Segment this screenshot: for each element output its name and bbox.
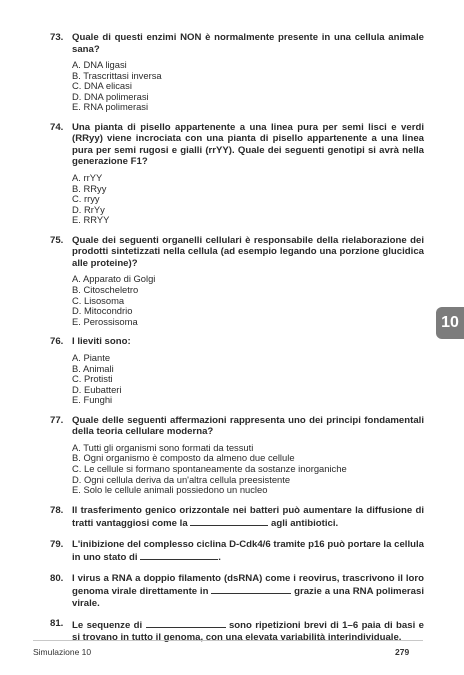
question-77 bbox=[0, 415, 424, 496]
option-text: Trascrittasi inversa bbox=[83, 69, 162, 81]
question-76 bbox=[0, 336, 424, 405]
options-list bbox=[72, 60, 424, 113]
option-text: Tutti gli organismi sono formati da tessuti bbox=[83, 441, 254, 453]
question-text: Una pianta di pisello appartenente a una linea pura per semi lisci e verdi (RRyy) viene incrociata con una pianta di pisello appartenente a una linea pura per semi rugosi e gialli (rrYY). Quale dei seguenti genotipi si avrà nella generazione F1? bbox=[72, 121, 424, 168]
chapter-tab: 10 bbox=[436, 307, 464, 339]
option-letter: C. bbox=[72, 463, 82, 475]
option-letter: C. bbox=[72, 80, 82, 92]
text-after-blank: grazie a una RNA polimerasi virale. bbox=[72, 586, 424, 609]
answer-blank bbox=[146, 618, 226, 628]
option-text: RNA polimerasi bbox=[83, 101, 149, 113]
option-letter: C. bbox=[72, 373, 82, 385]
option-c bbox=[72, 374, 424, 385]
option-text: Ogni cellula deriva da un'altra cellula preesistente bbox=[83, 473, 291, 485]
footer-section-title: Simulazione 10 bbox=[33, 647, 92, 657]
option-letter: B. bbox=[72, 69, 81, 81]
option-letter: D. bbox=[72, 90, 82, 102]
question-number: 81. bbox=[50, 618, 64, 630]
option-letter: A. bbox=[72, 171, 81, 183]
option-text: Protisti bbox=[83, 373, 113, 385]
option-text: Citoscheletro bbox=[83, 284, 139, 296]
option-letter: A. bbox=[72, 351, 81, 363]
question-number: 73. bbox=[50, 32, 64, 43]
text-after-blank: sono ripetizioni brevi di 1–6 paia di basi e si trovano in tutto il genoma, con una elevata variabilità interindividuale. bbox=[72, 620, 424, 643]
footer-divider bbox=[33, 640, 423, 641]
option-letter: C. bbox=[72, 193, 82, 205]
option-text: Piante bbox=[83, 351, 111, 363]
option-text: DNA ligasi bbox=[83, 59, 127, 70]
question-text bbox=[72, 505, 424, 530]
option-text: Solo le cellule animali possiedono un nucleo bbox=[83, 484, 268, 496]
option-b bbox=[72, 184, 424, 195]
option-text: rrYY bbox=[83, 171, 103, 183]
option-letter: A. bbox=[72, 59, 81, 70]
option-b bbox=[72, 285, 424, 296]
option-letter: E. bbox=[72, 315, 81, 327]
question-text: I lieviti sono: bbox=[72, 336, 131, 348]
options-list bbox=[72, 274, 424, 327]
option-text: Funghi bbox=[83, 394, 113, 406]
text-after-blank: . bbox=[218, 552, 221, 564]
option-d bbox=[72, 205, 424, 216]
option-letter: D. bbox=[72, 203, 82, 215]
options-list bbox=[72, 443, 424, 496]
option-letter: C. bbox=[72, 294, 82, 306]
option-text: DNA polimerasi bbox=[83, 90, 149, 102]
option-letter: B. bbox=[72, 362, 81, 374]
option-text: Ogni organismo è composto da almeno due cellule bbox=[83, 452, 295, 464]
option-letter: E. bbox=[72, 214, 81, 226]
option-letter: E. bbox=[72, 394, 81, 406]
question-list bbox=[0, 32, 464, 652]
text-before-blank: Il trasferimento genico orizzontale nei batteri può aumentare la diffusione di tratti vantaggiosi come la bbox=[72, 504, 424, 530]
option-e bbox=[72, 102, 424, 113]
option-text: rryy bbox=[83, 193, 100, 205]
option-letter: B. bbox=[72, 284, 81, 296]
option-letter: B. bbox=[72, 182, 81, 194]
option-e bbox=[72, 317, 424, 328]
text-before-blank: L'inibizione del complesso ciclina D-Cdk4/6 tramite p16 può portare la cellula in uno stato di bbox=[72, 538, 424, 564]
option-text: RrYy bbox=[83, 203, 105, 215]
option-letter: E. bbox=[72, 101, 81, 113]
option-letter: E. bbox=[72, 484, 81, 496]
question-80 bbox=[0, 573, 424, 610]
text-before-blank: Le sequenze di bbox=[72, 620, 146, 632]
question-78 bbox=[0, 505, 424, 530]
option-letter: D. bbox=[72, 305, 82, 317]
option-d bbox=[72, 385, 424, 396]
answer-blank bbox=[190, 516, 268, 526]
question-79 bbox=[0, 539, 424, 564]
answer-blank bbox=[140, 550, 218, 560]
question-75 bbox=[0, 235, 424, 327]
question-text bbox=[72, 539, 424, 564]
option-e bbox=[72, 215, 424, 226]
question-number: 77. bbox=[50, 414, 64, 426]
answer-blank bbox=[211, 584, 291, 594]
question-74 bbox=[0, 122, 424, 226]
option-c bbox=[72, 194, 424, 205]
option-text: RRyy bbox=[83, 182, 107, 194]
option-letter: D. bbox=[72, 473, 82, 485]
option-text: Animali bbox=[82, 362, 114, 374]
option-text: Apparato di Golgi bbox=[82, 273, 156, 285]
question-number: 80. bbox=[50, 572, 64, 584]
options-list bbox=[72, 173, 424, 226]
option-e bbox=[72, 485, 424, 496]
option-text: Lisosoma bbox=[83, 294, 125, 306]
page-number: 279 bbox=[395, 647, 410, 657]
question-text: Quale di questi enzimi NON è normalmente presente in una cellula animale sana? bbox=[72, 32, 424, 55]
options-list bbox=[72, 353, 424, 406]
question-text bbox=[72, 573, 424, 610]
question-73 bbox=[0, 32, 424, 113]
question-number: 74. bbox=[50, 121, 64, 133]
option-a bbox=[72, 353, 424, 364]
question-number: 76. bbox=[50, 336, 64, 348]
text-after-blank: agli antibiotici. bbox=[268, 518, 339, 530]
option-text: RRYY bbox=[83, 214, 110, 226]
option-text: Perossisoma bbox=[83, 315, 138, 327]
option-letter: A. bbox=[72, 441, 81, 453]
option-text: DNA elicasi bbox=[83, 80, 132, 92]
option-letter: A. bbox=[72, 273, 81, 285]
option-text: Eubatteri bbox=[83, 383, 122, 395]
option-letter: B. bbox=[72, 452, 81, 464]
question-text: Quale dei seguenti organelli cellulari è responsabile della rielaborazione dei prodotti sintetizzati nella cellula (ad esempio legando una porzione glucidica alle proteine)? bbox=[72, 234, 424, 269]
option-e bbox=[72, 395, 424, 406]
option-text: Mitocondrio bbox=[83, 305, 133, 317]
question-text: Quale delle seguenti affermazioni rappresenta uno dei principi fondamentali della teoria cellulare moderna? bbox=[72, 414, 424, 438]
option-b bbox=[72, 364, 424, 375]
question-number: 78. bbox=[50, 504, 64, 516]
question-number: 79. bbox=[50, 538, 64, 550]
option-letter: D. bbox=[72, 383, 82, 395]
option-text: Le cellule si formano spontaneamente da sostanze inorganiche bbox=[83, 463, 347, 475]
option-a bbox=[72, 173, 424, 184]
question-number: 75. bbox=[50, 234, 64, 246]
text-before-blank: I virus a RNA a doppio filamento (dsRNA) come i reovirus, trascrivono il loro genoma virale direttamente in bbox=[72, 572, 424, 598]
